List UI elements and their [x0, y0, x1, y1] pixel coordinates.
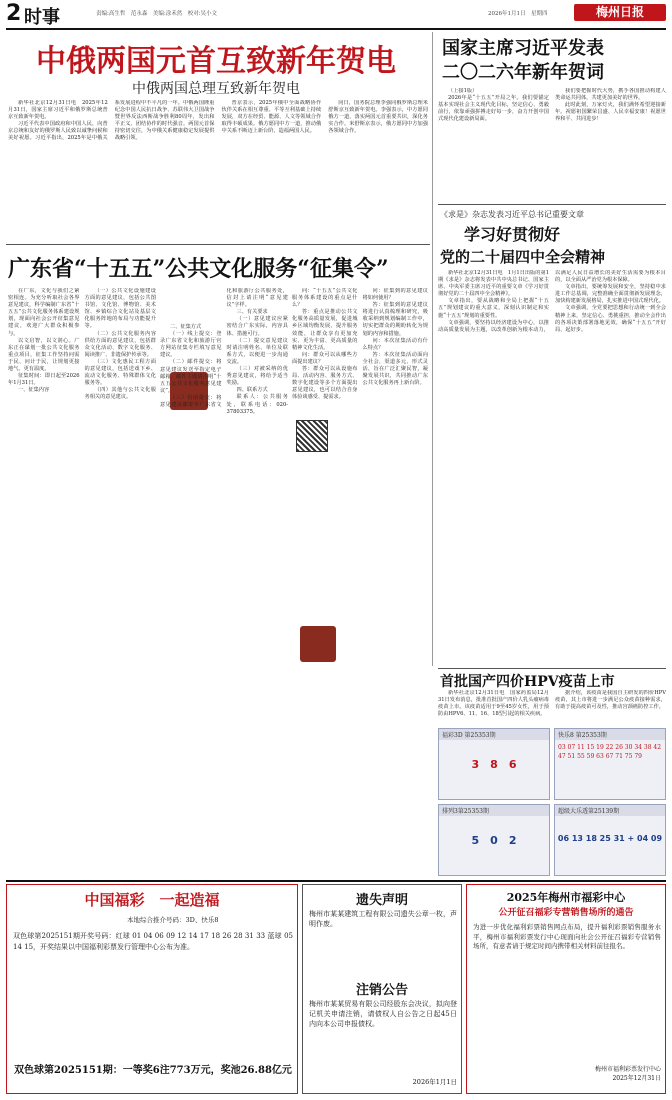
lottery-panel-3d: 福彩3D 第25353期 3 8 6 — [438, 728, 550, 800]
issue-date: 2026年1月1日 星期四 — [488, 11, 548, 17]
paper-name: 梅州日报 — [595, 5, 644, 19]
section-title: 时事 — [24, 7, 60, 28]
guangdong-col-a: 在广东，文化与我们之紧密相连。为充分听取社会各界意见建议，科学编制广东省“十五五”公共文化服务体系建设规划，现面向社会公开征集意见建议，欢迎广大群众积极参与。 以文启智，以文润心。广东正在谋划一批公共文化服务重点项目，征集工作坚持问需于民、问计于民，让规划更接地气、更有温度。 征集时间：即日起至2026年1月31日。 一、征集内容 （一）公共文化设施建设方面的意见建议，包括公共图书馆、文化馆、博物馆、美术馆、乡镇综合文化站及基层文化服务阵地的布局与功能提升等。 （二）公共文化服务内容供给方面的意见建议，包括群众文化活动、数字文化服务、阅读推广、非遗保护传承等。 （三）文化惠民工程方面的意见建议，包括送戏下乡、流动文化服务、特殊群体文化服务等。 （四）其他与公共文化服务相关的意见建议。 — [8, 288, 156, 401]
lottery-panel-pl3: 排列3第25353期 5 0 2 — [438, 804, 550, 876]
lottery-panel-dlt: 超级大乐透第25139期 06 13 18 25 31 + 04 09 — [554, 804, 666, 876]
ad2-title1: 遗失声明 — [355, 893, 408, 908]
ad2-body2: 梅州市某某贸易有限公司经股东会决议，拟向登记机关申请注销，请债权人自公告之日起45日内向本公司申报债权。 — [309, 1000, 457, 1028]
body-hpv: 新华社北京12月31日电 国家药监局12月31日发布消息，批准首批国产四价人乳头瘤病毒疫苗上市。该疫苗适用于9至45岁女性，用于预防由HPV6、11、16、18型引起的相关疾病。 据介绍，该疫苗是我国自主研发的四价HPV疫苗，其上市将进一步满足公众疫苗接种需求，有助于提高疫苗可及性，推动宫颈癌防控工作。 — [438, 690, 666, 718]
lottery-panels — [434, 728, 668, 876]
article-new-year-address — [434, 32, 668, 202]
ad1-line2: 本地综合推介号码：3D、快乐8 — [127, 916, 219, 924]
ad3-title-line1: 2025年梅州市福彩中心 — [506, 891, 626, 904]
ad2-title2: 注销公告 — [355, 983, 408, 998]
article-guangdong — [0, 246, 430, 678]
body-qiushi: 新华社北京12月31日电 1月1日出版的第1期《求是》杂志将发表中共中央总书记、国家主席、中央军委主席习近平的重要文章《学习好贯彻好党的二十届四中全会精神》。 文章指出，要从战略和全局上把握“十五五”规划建议的重大意义，深刻认识制定和实施“十五五”规划的重要性。 文章强调，要坚持以经济建设为中心，以推动高质量发展为主题，以改革创新为根本动力，以满足人民日益增长的美好生活需要为根本目的，以全面从严治党为根本保障。 文章指出，要统筹发展和安全，坚持稳中求进工作总基调，完整准确全面贯彻新发展理念，加快构建新发展格局，扎实推进中国式现代化。 文章强调，全党要把思想和行动统一到全会精神上来，坚定信心、勇挑重担，推动全会作出的各项决策部署落地见效，确保“十五五”开好局、起好步。 — [438, 270, 666, 333]
ad1-title: 中国福彩 一起造福 — [84, 891, 220, 909]
ad2-body1: 梅州市某某建筑工程有限公司遗失公章一枚，声明作废。 — [309, 910, 457, 928]
ad-notices — [302, 884, 462, 1094]
headline-guangdong: 广东省“十五五”公共文化服务“征集令” — [8, 256, 389, 282]
ad3-footer: 梅州市福利彩票发行中心 2025年12月31日 — [594, 1066, 661, 1082]
ad-welfare-lottery — [6, 884, 298, 1094]
headline-ny-line1: 国家主席习近平发表 — [442, 38, 604, 59]
staff-line: 责编:高生哲 范永森 美编:涂禾然 校对:吴小文 — [96, 11, 218, 17]
ad1-body: 双色球第2025151期开奖号码：红球 01 04 06 09 12 14 17 18 26 28 31 33 蓝球 05 14 15，开奖结果以中国福利彩票发行管理中心公布为准。 — [13, 932, 293, 951]
headline-china-russia: 中俄两国元首互致新年贺电 — [36, 44, 396, 79]
ad3-title-line2: 公开征召福彩专营销售场所的通告 — [498, 908, 634, 918]
article-qiushi — [434, 204, 668, 666]
guangdong-col-b: 二、征集方式 （一）线上提交：登录广东省文化和旅游厅官方网站征集专栏填写意见建议。 （二）邮件提交：将意见建议发送至指定电子邮箱，邮件主题请注明“十五五公共文化服务意见建议”。 （三）信函提交：将意见建议邮寄至广东省文化和旅游厅公共服务处，信封上请注明“意见建议”字样。 三、有关要求 （一）意见建议应紧密结合广东实际，内容具体、措施可行。 （二）提交意见建议时请注明姓名、单位及联系方式，以便进一步沟通交流。 （三）对被采纳的优秀意见建议，将给予适当奖励。 四、联系方式 联系人：公共服务处，联系电话：020-37803375。 — [160, 288, 288, 415]
body-new-year-address: （上接1版） 2026年是“十五五”开局之年。我们要锚定基本实现社会主义现代化目标，坚定信心、勇毅前行，依靠顽强拼搏走好每一步，奋力开创中国式现代化建设新局面。 我们要把握时代大势，携手各国推动构建人类命运共同体，共建更加美好的世界。 此时此刻，万家灯火，我们满怀希望迎接新年。祝愿祖国繁荣昌盛、人民幸福安康！祝愿世界和平、共同进步！ — [438, 88, 666, 123]
ad3-body: 为进一步优化福利彩票销售网点布局，提升福利彩票销售服务水平，梅州市福利彩票发行中心现面向社会公开征召福彩专营销售场所，有意者请于规定时间内携带相关材料前往报名。 — [473, 923, 661, 950]
headline-qiushi-line2: 党的二十届四中全会精神 — [440, 248, 606, 266]
headline-qiushi-line1: 学习好贯彻好 — [464, 225, 561, 244]
subhead-china-russia: 中俄两国总理互致新年贺电 — [132, 81, 300, 97]
headline-hpv: 首批国产四价HPV疫苗上市 — [440, 674, 615, 690]
headline-ny-line2: 二〇二六年新年贺词 — [442, 62, 604, 83]
body-china-russia: 新华社北京12月31日电 2025年12月31日，国家主席习近平和俄罗斯总统普京互致新年贺电。 习近平代表中国政府和中国人民，向普京总统和友好的俄罗斯人民致以诚挚问候和美好祝愿。习近平指出，2025年是中俄关系发展进程中不平凡的一年。中俄两国隆重纪念中国人民抗日战争、苏联伟大卫国战争暨世界反法西斯战争胜利80周年，发出和平正义、团结协作的时代强音。两国元首保持密切交往，为中俄关系健康稳定发展提供战略引领。 普京表示，2025年俄中全面战略协作伙伴关系在相互尊重、平等互利基础上持续发展，双方在经贸、能源、人文等领域合作取得丰硕成果。俄方愿同中方一道，推动俄中关系不断迈上新台阶，造福两国人民。 同日，国务院总理李强同俄罗斯总理米舒斯京互致新年贺电。李强表示，中方愿同俄方一道，落实两国元首重要共识，深化务实合作。米舒斯京表示，俄方愿同中方加强各领域合作。 — [8, 100, 428, 142]
article-hpv — [434, 668, 668, 726]
paper-logo — [574, 4, 666, 21]
masthead — [0, 0, 672, 28]
page-number: 2 — [6, 1, 22, 26]
column-divider — [432, 32, 433, 666]
ad2-date: 2026年1月1日 — [412, 1078, 457, 1086]
masthead-rule — [6, 28, 666, 30]
article-china-russia — [0, 32, 430, 242]
guangdong-col-c: 问：“十五五”公共文化服务体系建设的重点是什么？ 答：重点是推动公共文化服务高质量发展，促进城乡区域均衡发展，提升服务效能，让群众享有更加充实、更为丰富、更高质量的精神文化生活。 问：群众可以从哪些方面提出建议？ 答：群众可以从设施布局、活动内容、服务方式、数字化建设等多个方面提出意见建议，也可以结合自身体验谈感受、提需求。 问：征集到的意见建议将如何使用？ 答：征集到的意见建议将进行认真梳理和研究，吸收采纳到规划编制工作中，切实把群众的期盼转化为规划的内容和措施。 问：本次征集活动有什么特点？ 答：本次征集活动面向全社会，渠道多元、形式灵活，旨在广泛汇聚民智，凝聚发展共识，共同推动广东公共文化服务再上新台阶。 — [292, 288, 428, 401]
ad1-jackpot: 双色球第2025151期：一等奖6注773万元，奖池26.88亿元 — [14, 1065, 292, 1076]
kicker-qiushi: 《求是》杂志发表习近平总书记重要文章 — [440, 210, 584, 219]
lottery-panel-kl8: 快乐8 第25353期 03 07 11 15 19 22 26 30 34 38 42 47 51 55 59 63 67 71 75 79 — [554, 728, 666, 800]
ad-welfare-center — [466, 884, 666, 1094]
